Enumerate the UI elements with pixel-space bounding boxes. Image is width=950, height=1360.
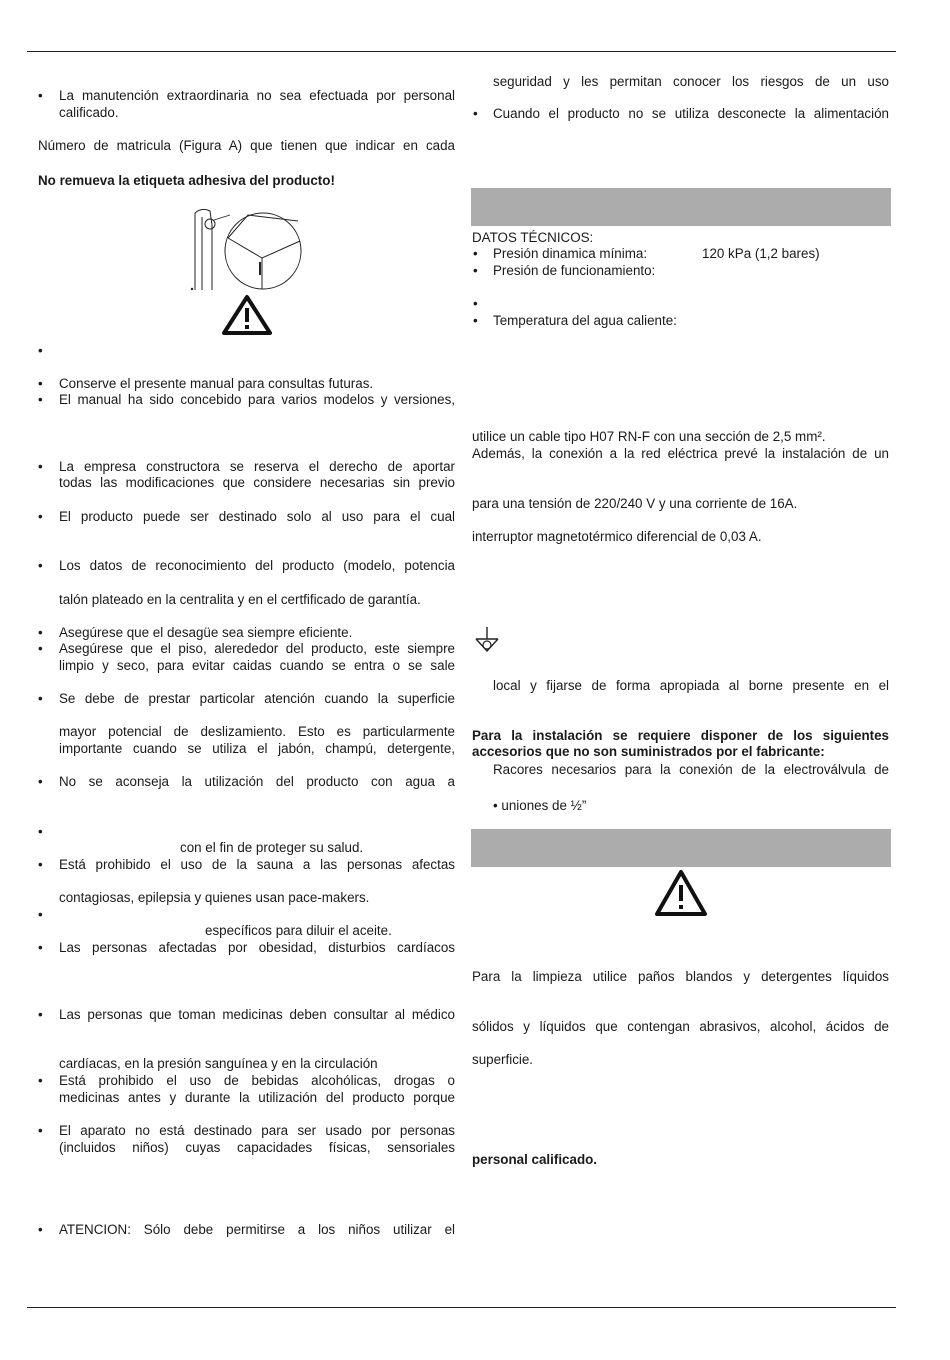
text-line: local y fijarse de forma apropiada al borne presente en el — [493, 678, 889, 693]
text-line: Asegúrese que el desagüe sea siempre eficiente. — [59, 625, 353, 640]
text-line: Asegúrese que el piso, alerededor del producto, este siempre — [59, 641, 455, 656]
text-line: accesorios que no son suministrados por el fabricante: — [472, 744, 825, 759]
section-header-bar — [471, 829, 891, 867]
section-header-bar — [471, 188, 891, 226]
bullet: • — [38, 1073, 43, 1088]
bullet: • — [38, 459, 43, 474]
bullet: • — [38, 907, 43, 922]
text-line: seguridad y les permitan conocer los riesgos de un uso — [493, 74, 889, 89]
text-line: Se debe de prestar particolar atención cuando la superficie — [59, 691, 455, 706]
text-line: para una tensión de 220/240 V y una corriente de 16A. — [472, 496, 798, 511]
text-line: La manutención extraordinaria no sea efectuada por personal — [59, 88, 455, 103]
bullet: • — [38, 774, 43, 789]
text-line: Está prohibido el uso de la sauna a las personas afectas — [59, 857, 455, 872]
text-line: mayor potencial de deslizamiento. Esto es particularmente — [59, 724, 455, 739]
text-line: Para la instalación se requiere disponer de los siguientes — [472, 728, 889, 743]
text-line: Además, la conexión a la red eléctrica prevé la instalación de un — [472, 446, 889, 461]
text-line: (incluidos niños) cuyas capacidades físicas, sensoriales — [59, 1140, 455, 1155]
warning-triangle-icon — [654, 869, 708, 917]
text-line: Número de matricula (Figura A) que tienen que indicar en cada — [38, 138, 455, 153]
bullet: • — [473, 106, 478, 121]
text-line: Racores necesarios para la conexión de la electroválvula de — [493, 762, 889, 777]
bullet: • — [38, 641, 43, 656]
text-line: No se aconseja la utilización del producto con agua a — [59, 774, 455, 789]
text-line: sólidos y líquidos que contengan abrasivos, alcohol, ácidos de — [472, 1019, 889, 1034]
text-line: La empresa constructora se reserva el derecho de aportar — [59, 459, 455, 474]
text-line: ATENCION: Sólo debe permitirse a los niños utilizar el — [59, 1222, 455, 1237]
bullet: • — [38, 392, 43, 407]
text-line: talón plateado en la centralita y en el certfificado de garantía. — [59, 592, 421, 607]
bullet: • — [38, 940, 43, 955]
text-line: utilice un cable tipo H07 RN-F con una sección de 2,5 mm². — [472, 429, 826, 444]
section-title: DATOS TÉCNICOS: — [472, 230, 594, 245]
text-line: con el fin de proteger su salud. — [180, 840, 364, 855]
warning-triangle-icon — [221, 294, 273, 336]
bullet: • — [473, 313, 478, 328]
text-line: importante cuando se utiliza el jabón, champú, detergente, — [59, 741, 455, 756]
text-line: Presión dinamica mínima: — [493, 246, 648, 261]
bullet: • — [38, 857, 43, 872]
text-line: medicinas antes y durante la utilización del producto porque — [59, 1090, 455, 1105]
label-location-figure — [190, 205, 305, 293]
top-rule — [27, 51, 896, 52]
bullet: • — [473, 263, 478, 278]
text-line: Cuando el producto no se utiliza desconecte la alimentación — [493, 106, 889, 121]
text-line: Presión de funcionamiento: — [493, 263, 656, 278]
bullet: • — [473, 246, 478, 261]
text-line: Está prohibido el uso de bebidas alcohólicas, drogas o — [59, 1073, 455, 1088]
text-line: • uniones de ½” — [493, 798, 587, 813]
text-line: El manual ha sido concebido para varios modelos y versiones, — [59, 392, 455, 407]
text-line: Para la limpieza utilice paños blandos y detergentes líquidos — [472, 969, 889, 984]
bullet: • — [38, 1007, 43, 1022]
text-line: 120 kPa (1,2 bares) — [702, 246, 820, 261]
text-line: calificado. — [59, 105, 119, 120]
bullet: • — [38, 88, 43, 103]
bullet: • — [473, 296, 478, 311]
text-line: Temperatura del agua caliente: — [493, 313, 677, 328]
ground-symbol-icon — [473, 625, 501, 655]
text-line: No remueva la etiqueta adhesiva del producto! — [38, 173, 335, 188]
bullet: • — [38, 509, 43, 524]
text-line: El producto puede ser destinado solo al uso para el cual — [59, 509, 455, 524]
text-line: El aparato no está destinado para ser usado por personas — [59, 1123, 455, 1138]
text-line: personal calificado. — [472, 1152, 598, 1167]
bullet: • — [38, 1123, 43, 1138]
bullet: • — [38, 558, 43, 573]
bullet: • — [38, 824, 43, 839]
text-line: todas las modificaciones que considere necesarias sin previo — [59, 475, 455, 490]
text-line: Las personas que toman medicinas deben consultar al médico — [59, 1007, 455, 1022]
bullet: • — [38, 691, 43, 706]
text-line: específicos para diluir el aceite. — [205, 923, 392, 938]
text-line: Las personas afectadas por obesidad, disturbios cardíacos — [59, 940, 455, 955]
bottom-rule — [27, 1307, 896, 1308]
bullet: • — [38, 1222, 43, 1237]
bullet: • — [38, 376, 43, 391]
text-line: Los datos de reconocimiento del producto (modelo, potencia — [59, 558, 455, 573]
text-line: contagiosas, epilepsia y quienes usan pace-makers. — [59, 890, 370, 905]
text-line: limpio y seco, para evitar caidas cuando se entra o se sale — [59, 658, 455, 673]
text-line: cardíacas, en la presión sanguínea y en la circulación — [59, 1056, 378, 1071]
text-line: interruptor magnetotérmico diferencial de 0,03 A. — [472, 529, 762, 544]
bullet: • — [38, 343, 43, 358]
bullet: • — [38, 625, 43, 640]
text-line: superficie. — [472, 1052, 534, 1067]
text-line: Conserve el presente manual para consultas futuras. — [59, 376, 374, 391]
